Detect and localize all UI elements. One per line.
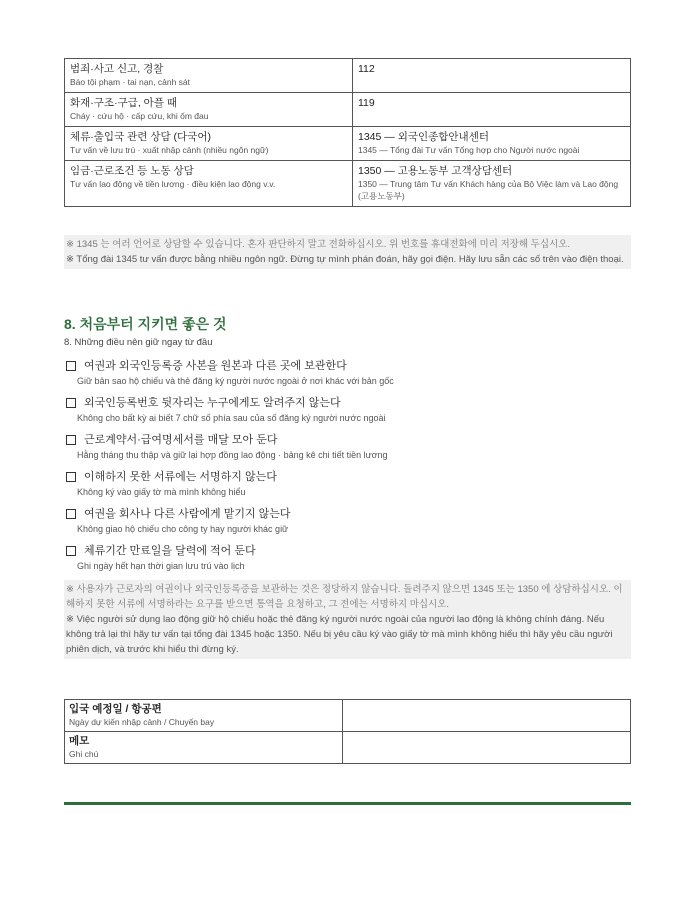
checkbox[interactable] <box>66 361 76 371</box>
contact-number-cell <box>353 59 631 93</box>
checklist-item-ko: 여권을 회사나 다른 사람에게 맡기지 않는다 <box>84 508 291 520</box>
contact-purpose-cell <box>65 59 353 93</box>
contact-purpose-cell <box>65 93 353 127</box>
contact-note-ko: ※ 1345 는 여러 언어로 상담할 수 있습니다. 혼자 판단하지 말고 전화하십시오. 위 번호를 휴대전화에 미리 저장해 두십시오. <box>66 239 571 250</box>
entry-date-label-ko: 입국 예정일 / 항공편 <box>69 703 162 715</box>
checklist-item <box>64 506 631 536</box>
contact-number: 112 <box>358 63 375 75</box>
emergency-contacts-table <box>64 58 631 207</box>
footer-rule <box>64 802 631 805</box>
section-subtitle: 8. Những điều nên giữ ngay từ đầu <box>64 337 213 348</box>
contact-purpose-vi: Tư vấn về lưu trú · xuất nhập cảnh (nhiều ngôn ngữ) <box>70 145 269 155</box>
table-row <box>65 127 631 161</box>
checkbox[interactable] <box>66 435 76 445</box>
checklist-item-vi: Ghi ngày hết hạn thời gian lưu trú vào lịch <box>77 561 245 571</box>
entry-label-cell <box>65 732 343 764</box>
contact-purpose-vi: Cháy · cứu hộ · cấp cứu, khi ốm đau <box>70 111 209 121</box>
contact-purpose-vi: Tư vấn lao động về tiền lương · điều kiện lao động v.v. <box>70 179 276 189</box>
passport-note-vi: ※ Việc người sử dụng lao động giữ hộ chiếu hoặc thẻ đăng ký người nước ngoài của người lao động là không chính đáng. Nếu không trả lại thì hãy tư vấn tại tổng đài 1345 hoặc 1350. Nếu bị yêu cầu ký vào giấy tờ mà mình không hiểu thì hãy yêu cầu người phiên dịch, và trước khi hiểu thì đừng ký. <box>66 614 613 655</box>
checklist-item <box>64 469 631 499</box>
memo-label-vi: Ghi chú <box>69 749 99 759</box>
checklist-item-ko: 외국인등록번호 뒷자리는 누구에게도 알려주지 않는다 <box>84 397 341 409</box>
document-page <box>64 58 631 764</box>
entry-label-cell <box>65 700 343 732</box>
entry-info-table <box>64 699 631 764</box>
checklist-item-vi: Không giao hộ chiếu cho công ty hay người khác giữ <box>77 524 289 534</box>
checkbox[interactable] <box>66 398 76 408</box>
contact-purpose-vi: Báo tội phạm · tai nạn, cảnh sát <box>70 77 191 87</box>
checklist <box>64 358 631 573</box>
contact-number-cell <box>353 93 631 127</box>
table-row <box>65 93 631 127</box>
checkbox[interactable] <box>66 472 76 482</box>
contact-number-description: 1345 — Tổng đài Tư vấn Tổng hợp cho Người nước ngoài <box>358 145 580 155</box>
checklist-item <box>64 432 631 462</box>
contact-purpose-ko: 화재·구조·구급, 아플 때 <box>70 97 178 109</box>
passport-note <box>64 580 631 659</box>
contact-purpose-ko: 체류·출입국 관련 상담 (다국어) <box>70 131 211 143</box>
table-row <box>65 732 631 764</box>
checklist-item-ko: 여권과 외국인등록증 사본을 원본과 다른 곳에 보관한다 <box>84 360 347 372</box>
checklist-item-vi: Không ký vào giấy tờ mà mình không hiểu <box>77 487 246 497</box>
checklist-item-ko: 근로계약서·급여명세서를 매달 모아 둔다 <box>84 434 278 446</box>
checklist-item <box>64 395 631 425</box>
contact-number-cell <box>353 161 631 207</box>
memo-field[interactable] <box>343 732 631 764</box>
contact-number: 1345 — 외국인종합안내센터 <box>358 131 489 143</box>
checkbox[interactable] <box>66 509 76 519</box>
checklist-item-ko: 이해하지 못한 서류에는 서명하지 않는다 <box>84 471 277 483</box>
contact-number-description: 1350 — Trung tâm Tư vấn Khách hàng của Bộ Việc làm và Lao động (고용노동부) <box>358 179 619 201</box>
checkbox[interactable] <box>66 546 76 556</box>
contact-number: 119 <box>358 97 375 109</box>
section-title: 8. 처음부터 지키면 좋은 것 <box>64 316 227 332</box>
checklist-item-vi: Không cho bất kỳ ai biết 7 chữ số phía sau của số đăng ký người nước ngoài <box>77 413 386 423</box>
contact-purpose-cell <box>65 127 353 161</box>
entry-date-label-vi: Ngày dự kiến nhập cảnh / Chuyến bay <box>69 717 215 727</box>
contact-purpose-ko: 범죄·사고 신고, 경찰 <box>70 63 164 75</box>
passport-note-ko: ※ 사용자가 근로자의 여권이나 외국인등록증을 보관하는 것은 정당하지 않습니다. 돌려주지 않으면 1345 또는 1350 에 상담하십시오. 이해하지 못한 서류에 서명하라는 요구를 받으면 통역을 요청하고, 그 전에는 서명하지 마십시오. <box>66 584 623 610</box>
checklist-item <box>64 543 631 573</box>
checklist-item-ko: 체류기간 만료일을 달력에 적어 둔다 <box>84 545 256 557</box>
contact-note <box>64 235 631 269</box>
table-row <box>65 161 631 207</box>
checklist-item-vi: Hằng tháng thu thập và giữ lại hợp đồng lao động · bảng kê chi tiết tiền lương <box>77 450 388 460</box>
entry-date-field[interactable] <box>343 700 631 732</box>
memo-label-ko: 메모 <box>69 735 90 747</box>
checklist-item-vi: Giữ bản sao hộ chiếu và thẻ đăng ký người nước ngoài ở nơi khác với bản gốc <box>77 376 394 386</box>
contact-note-vi: ※ Tổng đài 1345 tư vấn được bằng nhiều ngôn ngữ. Đừng tự mình phán đoán, hãy gọi điện. Hãy lưu sẵn các số trên vào điện thoại. <box>66 254 624 265</box>
table-row <box>65 59 631 93</box>
contact-purpose-ko: 임금·근로조건 등 노동 상담 <box>70 165 194 177</box>
contact-purpose-cell <box>65 161 353 207</box>
contact-number-cell <box>353 127 631 161</box>
table-row <box>65 700 631 732</box>
contact-number: 1350 — 고용노동부 고객상담센터 <box>358 165 513 177</box>
checklist-item <box>64 358 631 388</box>
